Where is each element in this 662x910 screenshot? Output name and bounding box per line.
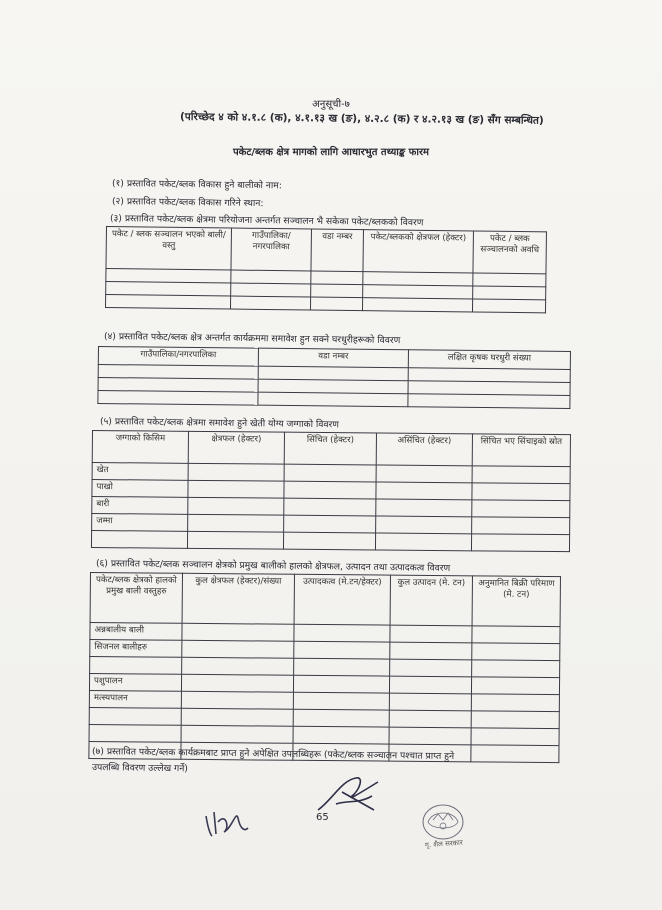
col-header: क्षेत्रफल (हेक्टर) [188,431,284,464]
item-4-title: (४) प्रस्तावित पकेट/ब्लक क्षेत्र अन्तर्गत कार्यक्रममा समावेश हुन सक्ने घरधुरीहरूको विवरण [103,331,401,347]
col-header: जग्गाको किसिम [92,431,188,464]
row-label: जम्मा [92,514,188,532]
row-label [90,657,182,675]
reference-heading: (परिच्छेद ४ को ४.१.८ (क), ४.१.१३ ख (ङ), ४.२.८ (क) र ४.२.१३ ख (ङ) सँग सम्बन्धित) [179,110,544,127]
col-header: वडा नम्बर [311,229,364,272]
col-header: सिंचित भए सिंचाइको स्रोत [472,434,570,467]
seal-caption: गृ. शैल सरकार [424,838,463,850]
item-6-title: (६) प्रस्तावित पकेट/ब्लक सञ्चालन क्षेत्रको प्रमुख बालीको हालको क्षेत्रफल, उत्पादन तथा उत्पादकत्व विवरण [95,558,451,574]
row-label: पशुपालन [89,674,181,692]
col-header: पकेट / ब्लक सञ्चालनको अवधि [473,231,547,274]
col-header: लक्षित कृषक घरधुरी संख्या [408,350,570,370]
item-7-title: (७) प्रस्तावित पकेट/ब्लक कार्यक्रमबाट प्राप्त हुने अपेक्षित उपलब्धिहरू (पकेट/ब्लक सञ्चालन पश्चात प्राप्त हुने [91,746,455,763]
crop-production-table [88,572,561,763]
col-header: कुल क्षेत्रफल (हेक्टर)/संख्या [182,573,294,624]
existing-pocket-table [105,226,547,313]
col-header: गाउँपालिका/ नगरपालिका [231,228,312,271]
signature-left [200,798,260,842]
row-label: पाखो [92,480,188,498]
government-seal-icon [418,800,468,844]
row-label: सिजनल बालीहरु [90,640,182,658]
form-title: पकेट/ब्लक क्षेत्र मागको लागि आधारभुत तथ्याङ्क फारम [232,147,430,158]
household-table [97,346,571,409]
col-header: पकेट/ब्लक क्षेत्रको हालको प्रमुख बाली वस्तुहरु [90,573,182,624]
item-7-subtitle: उपलब्धि विवरण उल्लेख गर्ने) [91,762,188,775]
col-header: उत्पादकत्व (मे.टन/हेक्टर) [294,574,390,625]
annex-heading: अनुसूची-७ [312,99,350,110]
row-label: बारी [92,497,188,515]
item-1-crop-name: (१) प्रस्तावित पकेट/ब्लक विकास हुने बालीको नाम: [111,178,282,192]
col-header: कुल उत्पादन (मे. टन) [390,575,472,626]
col-header: गाउँपालिका/नगरपालिका [98,347,258,367]
col-header: अनुमानित बिक्री परिमाण (मे. टन) [472,576,560,627]
col-header: पकेट/ब्लकको क्षेत्रफल (हेक्टर) [363,230,474,273]
item-2-location: (२) प्रस्तावित पकेट/ब्लक विकास गरिने स्थान: [111,196,264,210]
land-table [91,430,571,552]
col-header: सिंचित (हेक्टर) [284,432,376,465]
col-header: पकेट / ब्लक सञ्चालन भएको बाली/वस्तु [106,227,232,271]
row-label [89,707,181,725]
item-3-title: (३) प्रस्तावित पकेट/ब्लक क्षेत्रमा परियोजना अन्तर्गत सञ्चालन भै सकेका पकेट/ब्लकको विवरण [109,213,424,229]
page-number: 65 [316,812,329,823]
item-5-title: (५) प्रस्तावित पकेट/ब्लक क्षेत्रमा समावेश हुने खेती योग्य जग्गाको विवरण [99,416,339,431]
row-label: अन्नबालीय बाली [90,623,182,641]
row-label: मत्स्यपालन [89,690,181,708]
col-header: वडा नम्बर [258,348,408,368]
row-label: खेत [92,463,188,481]
col-header: असिंचित (हेक्टर) [376,433,472,466]
